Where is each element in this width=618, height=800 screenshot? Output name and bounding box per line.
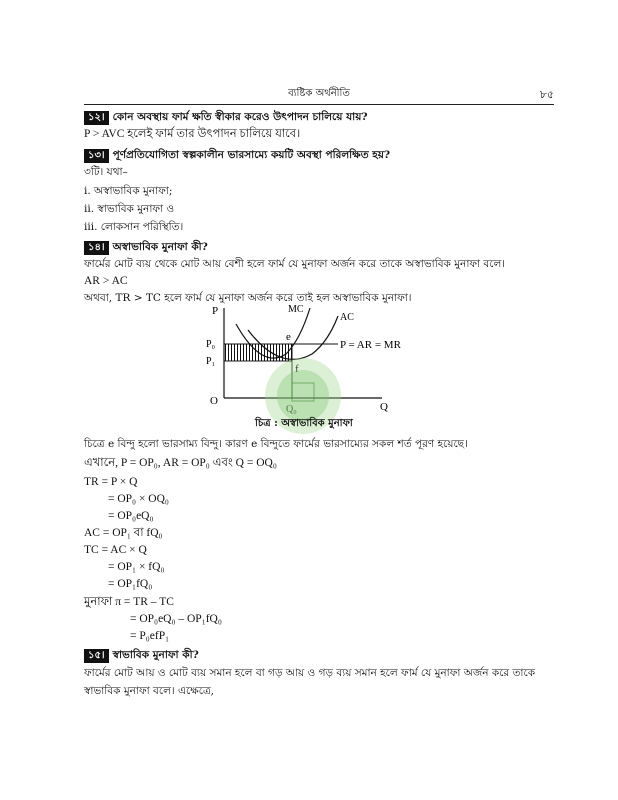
q0-label: Q₀ [286,404,297,415]
equation-step: = OP₁fQ₀ [108,578,153,590]
definition-line: ফার্মের মোট ব্যয় থেকে মোট আয় বেশী হলে ফার্ম যে মুনাফা অর্জন করে তাকে অস্বাভাবিক মুনাফা বলে। [84,258,506,270]
figure-caption: চিত্র : অস্বাভাবিক মুনাফা [255,418,353,429]
question-13 [84,148,390,163]
explanation-line: চিত্রে e বিন্দু হলো ভারসাম্য বিন্দু। কারণ e বিন্দুতে ফার্মের ভারসাম্যের সকল শর্ত পূরণ হয়েছে। [84,438,468,450]
list-item: iii. লোকসান পরিস্থিতি। [84,221,184,233]
running-title: ব্যষ্টিক অর্থনীতি [288,88,350,99]
demand-label: P = AR = MR [340,339,401,351]
ac-label: AC [340,312,354,323]
list-item: i. অস্বাভাবিক মুনাফা; [84,185,173,197]
question-number: ১৩। [84,149,109,163]
q-axis-label: Q [380,401,388,413]
question-text: কোন অবস্থায় ফার্ম ক্ষতি স্বীকার করেও উৎপাদন চালিয়ে যায়? [112,111,368,123]
question-number: ১৫। [84,649,109,663]
equation-step: = OP₀eQ₀ [108,510,154,522]
condition-ar-ac: AR > AC [84,275,128,287]
e-point-label: e [286,331,291,343]
question-text: অস্বাভাবিক মুনাফা কী? [112,241,208,253]
question-number: ১৪। [84,241,109,255]
equation-step: = P₀efP₁ [130,630,170,642]
mc-label: MC [288,304,304,315]
definition-line-alt: অথবা, TR > TC হলে ফার্ম যে মুনাফা অর্জন করে তাই হল অস্বাভাবিক মুনাফা। [84,292,412,304]
answer-13: ৩টি। যথা– [84,166,128,178]
definition-line: ফার্মের মোট আয় ও মোট ব্যয় সমান হলে বা গড় আয় ও গড় ব্যয় সমান হলে ফার্ম যে মুনাফা অর্জন করে তাকে [84,667,536,679]
question-text: পূর্ণপ্রতিযোগিতা স্বল্পকালীন ভারসাম্যে কয়টি অবস্থা পরিলক্ষিত হয়? [112,149,391,161]
origin-label: O [210,395,218,407]
p1-label: P₁ [206,356,216,367]
question-text: স্বাভাবিক মুনাফা কী? [112,649,199,661]
answer-12: P > AVC হলেই ফার্ম তার উৎপাদন চালিয়ে যাবে। [84,128,301,140]
equation-step: = OP₀eQ₀ – OP₁fQ₀ [130,613,222,625]
question-12 [84,110,368,125]
given-values: এখানে, P = OP₀, AR = OP₀ এবং Q = OQ₀ [84,457,277,469]
equation-profit: মুনাফা π = TR – TC [84,596,174,608]
equation-ac: AC = OP₁ বা fQ₀ [84,527,163,539]
f-point-label: f [295,363,299,375]
equation-tc: TC = AC × Q [84,544,147,556]
p-axis-label: P [212,305,219,317]
question-number: ১২। [84,111,109,125]
p0-label: P₀ [206,339,216,350]
page-header [84,86,554,105]
equation-step: = OP₀ × OQ₀ [108,493,169,505]
question-14 [84,240,208,255]
question-15 [84,648,199,663]
definition-line: স্বাভাবিক মুনাফা বলে। এক্ষেত্রে, [84,685,214,697]
list-item: ii. স্বাভাবিক মুনাফা ও [84,203,175,215]
page-number: ৮৫ [539,88,554,101]
equation-tr: TR = P × Q [84,476,138,488]
equation-step: = OP₁ × fQ₀ [108,561,165,573]
